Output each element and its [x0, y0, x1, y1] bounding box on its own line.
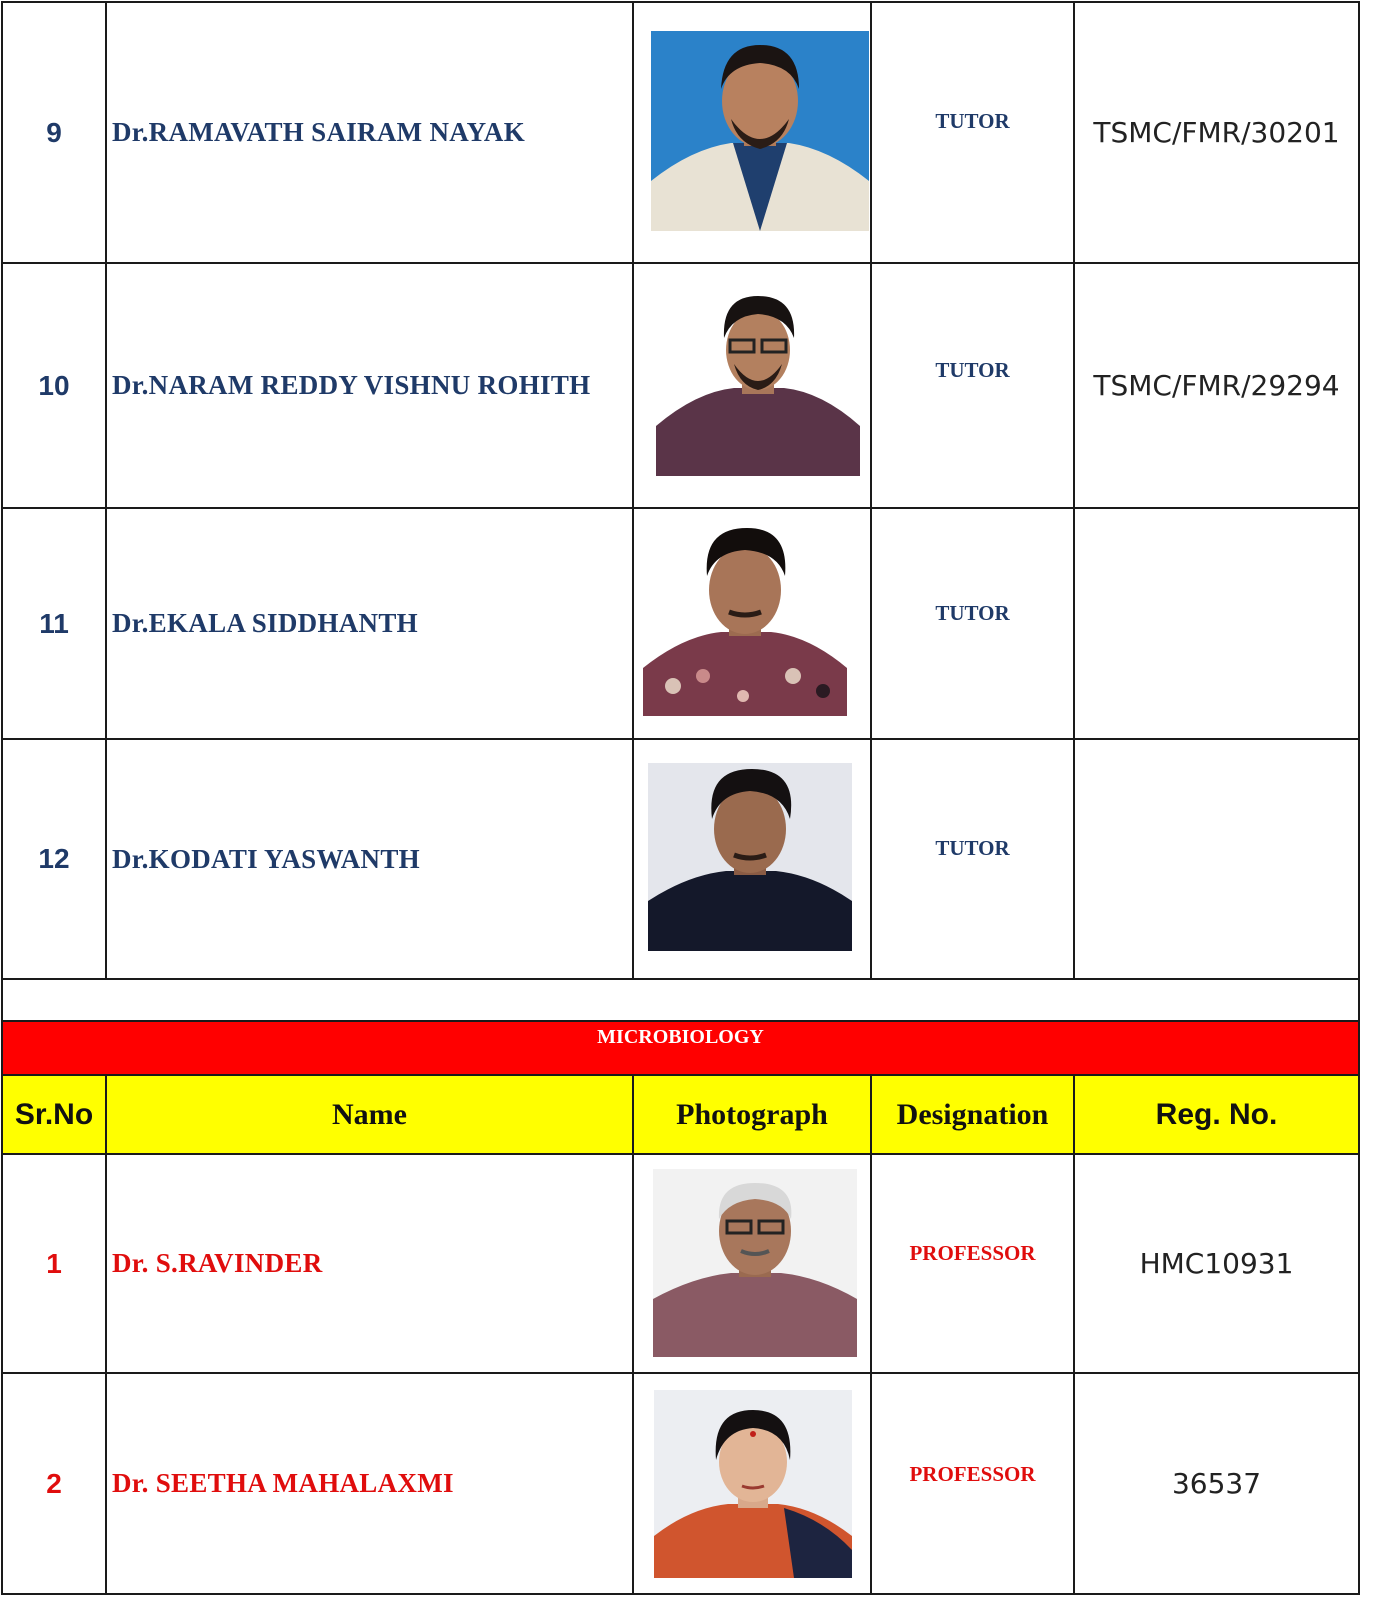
- person-photo-icon: [656, 294, 860, 476]
- photograph-cell: [633, 1154, 871, 1373]
- header-sr-no: Sr.No: [2, 1075, 106, 1154]
- table-row: [2, 508, 1359, 739]
- photograph-cell: [633, 2, 871, 263]
- person-photo-icon: [651, 31, 869, 231]
- person-photo-icon: [648, 763, 852, 951]
- table-row: [2, 2, 1359, 263]
- designation-label: PROFESSOR: [909, 1241, 1036, 1265]
- header-row: [2, 1075, 1359, 1154]
- photograph-cell: [633, 508, 871, 739]
- designation-label: TUTOR: [935, 358, 1010, 382]
- faculty-name: Dr.EKALA SIDDHANTH: [106, 508, 633, 739]
- reg-no: TSMC/FMR/29294: [1074, 263, 1359, 508]
- reg-no: [1074, 508, 1359, 739]
- faculty-name: Dr.NARAM REDDY VISHNU ROHITH: [106, 263, 633, 508]
- person-photo-icon: [653, 1169, 857, 1357]
- faculty-name: Dr. S.RAVINDER: [106, 1154, 633, 1373]
- reg-no: TSMC/FMR/30201: [1074, 2, 1359, 263]
- designation-label: TUTOR: [935, 109, 1010, 133]
- designation: [871, 1154, 1074, 1373]
- photograph-cell: [633, 739, 871, 979]
- section-title-label: MICROBIOLOGY: [597, 1026, 764, 1048]
- table-row: [2, 739, 1359, 979]
- designation: [871, 739, 1074, 979]
- sr-no: 1: [2, 1154, 106, 1373]
- person-photo-icon: [643, 526, 847, 716]
- sr-no: 2: [2, 1373, 106, 1594]
- photograph-cell: [633, 263, 871, 508]
- designation-label: PROFESSOR: [909, 1462, 1036, 1486]
- section-title: [2, 1021, 1359, 1075]
- sr-no: 11: [2, 508, 106, 739]
- designation: [871, 2, 1074, 263]
- header-photograph: Photograph: [633, 1075, 871, 1154]
- reg-no: HMC10931: [1074, 1154, 1359, 1373]
- person-photo-icon: [654, 1390, 852, 1578]
- designation-label: TUTOR: [935, 601, 1010, 625]
- faculty-name: Dr. SEETHA MAHALAXMI: [106, 1373, 633, 1594]
- section-row: [2, 1021, 1359, 1075]
- table-row: [2, 1154, 1359, 1373]
- sr-no: 9: [2, 2, 106, 263]
- table-row: [2, 1373, 1359, 1594]
- faculty-name: Dr.KODATI YASWANTH: [106, 739, 633, 979]
- spacer-row: [2, 979, 1359, 1021]
- photograph-cell: [633, 1373, 871, 1594]
- faculty-name: Dr.RAMAVATH SAIRAM NAYAK: [106, 2, 633, 263]
- header-name: Name: [106, 1075, 633, 1154]
- header-designation: Designation: [871, 1075, 1074, 1154]
- faculty-table: [1, 1, 1360, 1595]
- header-reg-no: Reg. No.: [1074, 1075, 1359, 1154]
- sr-no: 12: [2, 739, 106, 979]
- designation-label: TUTOR: [935, 836, 1010, 860]
- designation: [871, 1373, 1074, 1594]
- designation: [871, 263, 1074, 508]
- table-row: [2, 263, 1359, 508]
- sr-no: 10: [2, 263, 106, 508]
- designation: [871, 508, 1074, 739]
- reg-no: 36537: [1074, 1373, 1359, 1594]
- reg-no: [1074, 739, 1359, 979]
- spacer-cell: [2, 979, 1359, 1021]
